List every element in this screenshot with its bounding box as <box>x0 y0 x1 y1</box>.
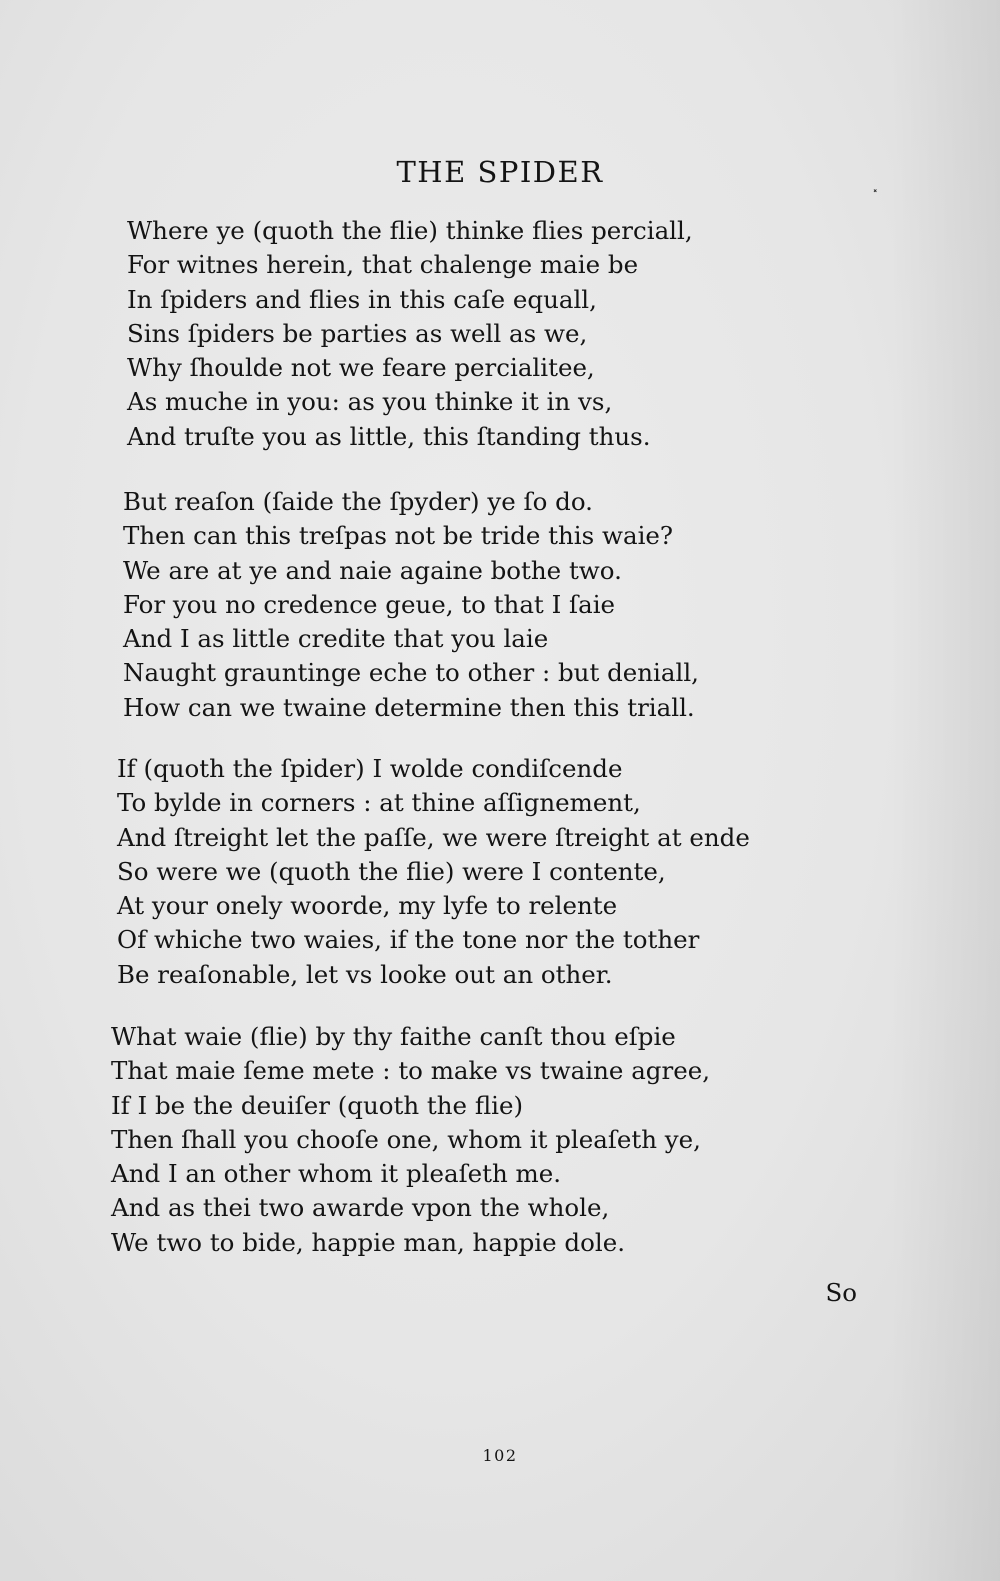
page-number: 102 <box>482 1446 518 1465</box>
verse-line: For you no credence geue, to that I ſaie <box>123 589 616 619</box>
page-edge-shadow <box>890 0 1000 1581</box>
margin-mark: ⸼ <box>873 172 878 193</box>
verse-line: We two to bide, happie man, happie dole. <box>111 1227 625 1257</box>
stanza-2 <box>123 485 699 725</box>
verse-line: For witnes herein, that chalenge maie be <box>127 250 639 280</box>
verse-line: As muche in you: as you thinke it in vs, <box>127 387 613 417</box>
verse-line: And I an other whom it pleaſeth me. <box>111 1159 562 1189</box>
verse-line: So were we (quoth the flie) were I contente, <box>117 856 666 886</box>
verse-line: What waie (flie) by thy faithe canſt thou eſpie <box>111 1022 676 1051</box>
verse-line: In ſpiders and flies in this caſe equall, <box>127 284 597 314</box>
verse-line: If I be the deuiſer (quoth the flie) <box>111 1090 524 1120</box>
verse-line: How can we twaine determine then this triall. <box>123 692 695 722</box>
verse-line: Then ſhall you chooſe one, whom it pleaſeth ye, <box>111 1124 701 1154</box>
page-title: THE SPIDER <box>396 155 604 189</box>
verse-line: Be reaſonable, let vs looke out an other. <box>117 959 613 989</box>
verse-line: Sins ſpiders be parties as well as we, <box>127 318 588 348</box>
stanza-3 <box>117 752 750 992</box>
verse-line: At your onely woorde, my lyfe to relente <box>117 891 618 921</box>
verse-line: Then can this treſpas not be tride this waie? <box>123 521 674 551</box>
stanza-4 <box>111 1020 710 1260</box>
verse-line: Why ſhoulde not we feare percialitee, <box>127 353 595 383</box>
verse-line: That maie ſeme mete : to make vs twaine agree, <box>111 1056 710 1086</box>
verse-line: To bylde in corners : at thine aſſignement, <box>117 788 641 818</box>
verse-line: We are at ye and naie againe bothe two. <box>123 555 622 585</box>
verse-line: And I as little credite that you laie <box>123 624 549 654</box>
verse-line: And as thei two awarde vpon the whole, <box>111 1193 610 1223</box>
verse-line: Naught grauntinge eche to other : but deniall, <box>123 658 699 688</box>
verse-line: And truſte you as little, this ſtanding thus. <box>127 421 651 451</box>
stanza-1 <box>127 214 693 454</box>
verse-line: And ſtreight let the paſſe, we were ſtreight at ende <box>117 822 750 852</box>
catchword: So <box>825 1278 857 1307</box>
verse-line: If (quoth the ſpider) I wolde condiſcende <box>117 754 623 783</box>
verse-line: But reaſon (ſaide the ſpyder) ye ſo do. <box>123 487 593 516</box>
verse-line: Where ye (quoth the flie) thinke flies perciall, <box>127 216 693 245</box>
verse-line: Of whiche two waies, if the tone nor the tother <box>117 925 700 955</box>
